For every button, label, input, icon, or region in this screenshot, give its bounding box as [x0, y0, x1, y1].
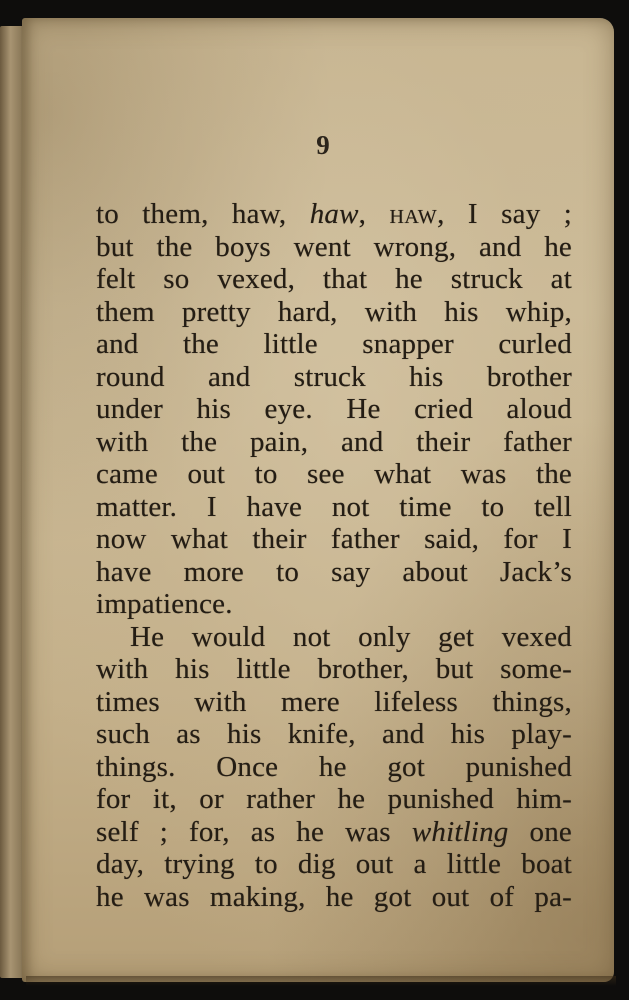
text-line-22: he was making, he got out of pa- — [96, 880, 572, 913]
body-text — [96, 198, 572, 913]
text-line-17: such as his knife, and his play- — [96, 718, 572, 750]
text-line-20: self ; for, as he was whitling one — [96, 815, 572, 848]
text-line-8: with the pain, and their father — [96, 425, 572, 458]
text-line-9: came out to see what was the — [96, 458, 572, 490]
text-line-2: but the boys went wrong, and he — [96, 230, 572, 263]
text-line-18: things. Once he got punished — [96, 750, 572, 783]
text-line-11: now what their father said, for I — [96, 523, 572, 555]
text-line-3: felt so vexed, that he struck at — [96, 263, 572, 295]
text-line-6: round and struck his brother — [96, 360, 572, 393]
text-line-21: day, trying to dig out a little boat — [96, 848, 572, 880]
page-bottom-shadow — [26, 976, 616, 986]
text-line-16: times with mere lifeless things, — [96, 685, 572, 718]
text-line-13: impatience. — [96, 588, 233, 620]
text-line-7: under his eye. He cried aloud — [96, 393, 572, 425]
text-line-15: with his little brother, but some- — [96, 653, 572, 685]
text-line-4: them pretty hard, with his whip, — [96, 295, 572, 328]
text-line-5: and the little snapper curled — [96, 328, 572, 360]
text-line-19: for it, or rather he punished him- — [96, 783, 572, 815]
text-line-12: have more to say about Jack’s — [96, 555, 572, 588]
page-number: 9 — [316, 130, 330, 160]
book-page — [22, 18, 614, 982]
text-line-14: He would not only get vexed — [130, 620, 572, 653]
text-line-10: matter. I have not time to tell — [96, 490, 572, 523]
text-line-1: to them, haw, haw, haw, I say ; — [96, 198, 572, 230]
